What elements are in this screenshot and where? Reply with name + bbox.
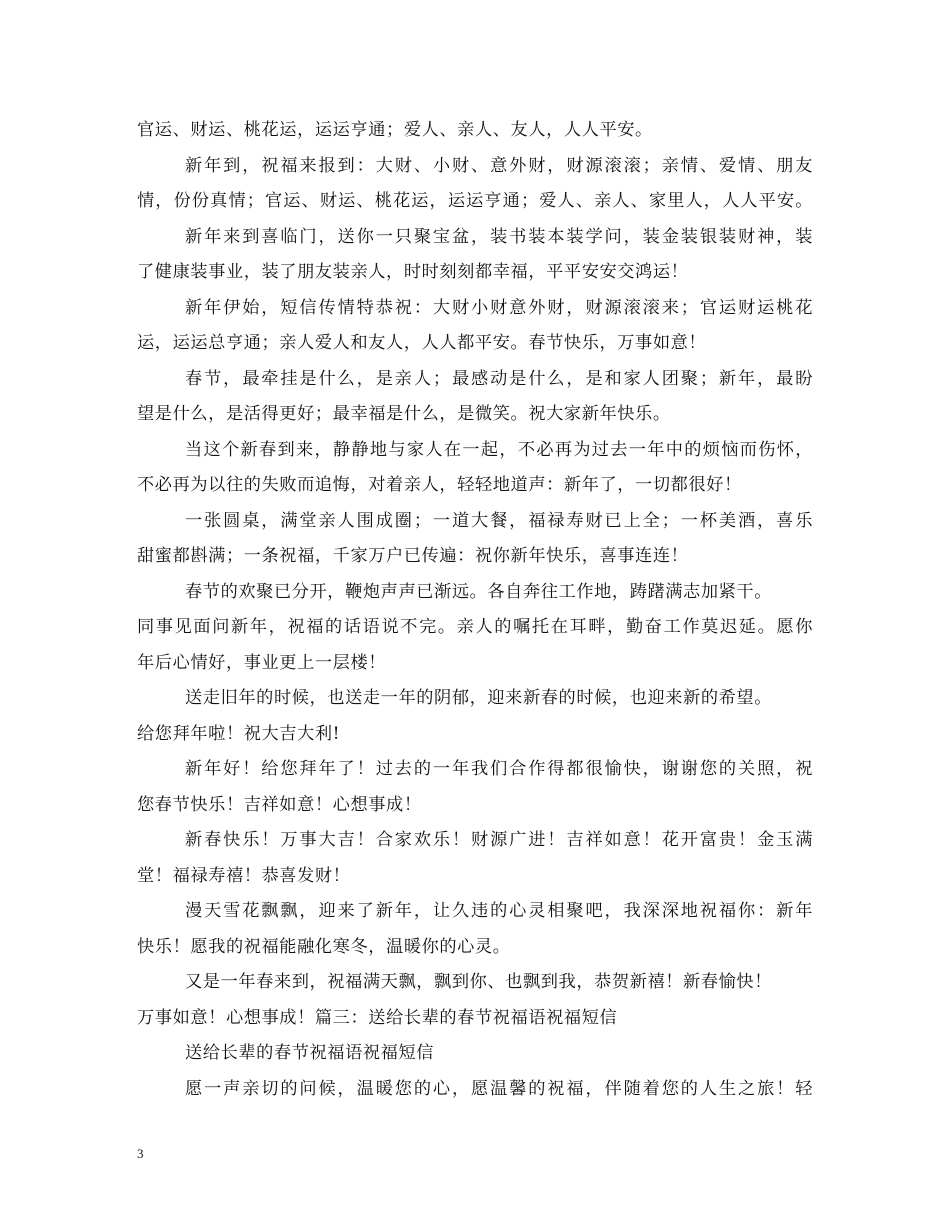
text-line: 新年伊始，短信传情特恭祝：大财小财意外财，财源滚滚来；官运财运桃花 (185, 298, 813, 318)
text-line: 春节，最牵挂是什么，是亲人；最感动是什么，是和家人团聚；新年，最盼 (185, 369, 813, 389)
text-line: 快乐！愿我的祝福能融化寒冬，温暖你的心灵。 (137, 937, 511, 957)
page-number: 3 (137, 1146, 144, 1161)
text-line: 又是一年春来到，祝福满天飘，飘到你、也飘到我，恭贺新禧！新春愉快！ (185, 972, 772, 992)
text-line: 甜蜜都斟满；一条祝福，千家万户已传遍：祝你新年快乐，喜事连连！ (137, 546, 689, 566)
text-line: 堂！福禄寿禧！恭喜发财！ (137, 866, 351, 886)
text-line: 给您拜年啦！祝大吉大利! (137, 724, 341, 744)
text-line: 万事如意！心想事成！篇三：送给长辈的春节祝福语祝福短信 (137, 1008, 618, 1028)
text-line: 新年来到喜临门，送你一只聚宝盆，装书装本装学问，装金装银装财神，装 (185, 227, 813, 247)
text-line: 愿一声亲切的问候，温暖您的心，愿温馨的祝福，伴随着您的人生之旅！轻 (185, 1079, 813, 1099)
text-line: 同事见面问新年，祝福的话语说不完。亲人的嘱托在耳畔，勤奋工作莫迟延。愿你 (137, 617, 813, 637)
text-line: 春节的欢聚已分开，鞭炮声声已渐远。各自奔往工作地，踌躇满志加紧干。 (185, 582, 772, 602)
text-line: 漫天雪花飘飘，迎来了新年，让久违的心灵相聚吧，我深深地祝福你：新年 (185, 901, 813, 921)
text-line: 望是什么，是活得更好；最幸福是什么，是微笑。祝大家新年快乐。 (137, 404, 671, 424)
text-line: 年后心情好，事业更上一层楼！ (137, 653, 387, 673)
section-heading: 送给长辈的春节祝福语祝福短信 (185, 1043, 435, 1063)
text-line: 了健康装事业，装了朋友装亲人，时时刻刻都幸福，平平安安交鸿运！ (137, 262, 689, 282)
text-line: 当这个新春到来，静静地与家人在一起，不必再为过去一年中的烦恼而伤怀， (185, 440, 813, 460)
text-line: 您春节快乐！吉祥如意！心想事成！ (137, 795, 422, 815)
text-line: 情，份份真情；官运、财运、桃花运，运运亨通；爱人、亲人、家里人，人人平安。 (137, 191, 813, 211)
text-line: 运，运运总亨通；亲人爱人和友人，人人都平安。春节快乐，万事如意！ (137, 333, 707, 353)
text-line: 不必再为以往的失败而追悔，对着亲人，轻轻地道声：新年了，一切都很好！ (137, 475, 742, 495)
text-line: 一张圆桌，满堂亲人围成圈；一道大餐，福禄寿财已上全；一杯美酒，喜乐 (185, 511, 813, 531)
text-line: 新年好！给您拜年了！过去的一年我们合作得都很愉快，谢谢您的关照，祝 (185, 759, 813, 779)
text-line: 新年到，祝福来报到：大财、小财、意外财，财源滚滚；亲情、爱情、朋友 (185, 156, 813, 176)
text-line: 送走旧年的时候，也送走一年的阴郁，迎来新春的时候，也迎来新的希望。 (185, 688, 772, 708)
text-line: 新春快乐！万事大吉！合家欢乐！财源广进！吉祥如意！花开富贵！金玉满 (185, 830, 813, 850)
text-line: 官运、财运、桃花运，运运亨通；爱人、亲人、友人，人人平安。 (137, 120, 653, 140)
